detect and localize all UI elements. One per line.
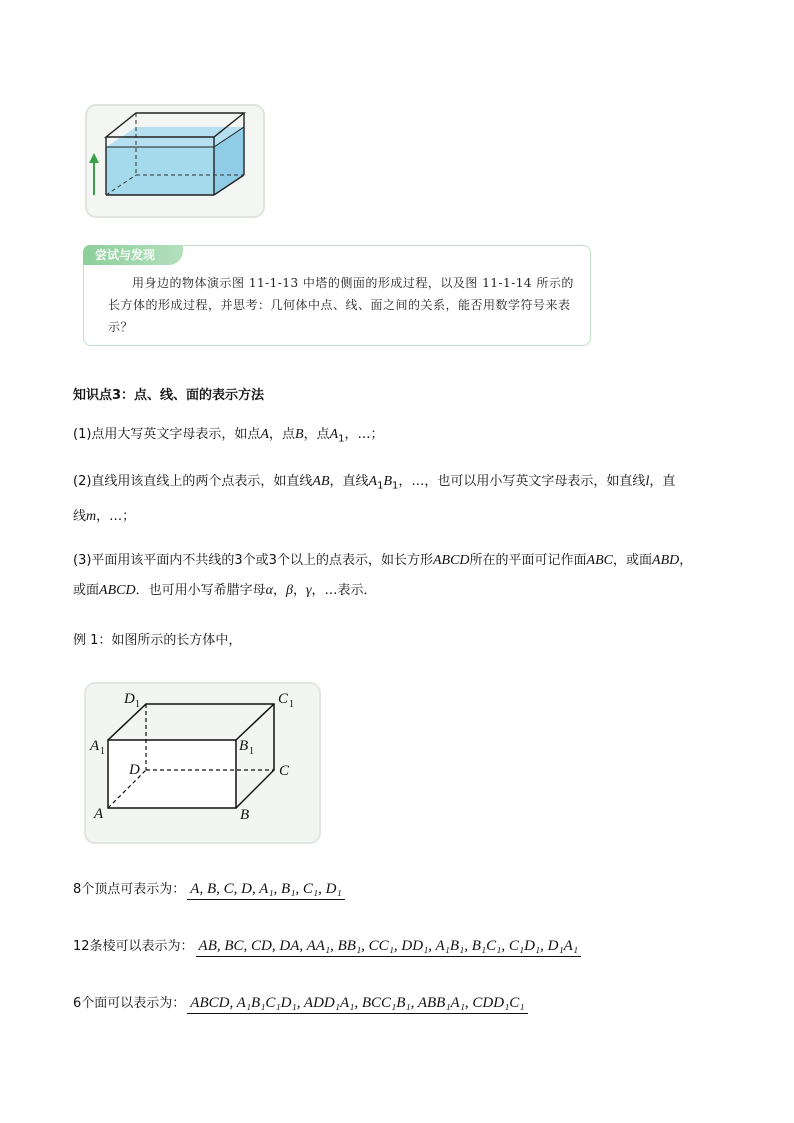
plane-notation-row-2 [73, 576, 733, 606]
text: ，或面 [613, 553, 653, 568]
text: 线 [73, 508, 87, 524]
text: (1)点用大写英文字母表示，如点 [73, 427, 261, 442]
label-B: B [240, 807, 250, 823]
text: ， [679, 553, 693, 568]
faces-label: 6个面可以表示为： [73, 996, 186, 1011]
text: ， [272, 583, 286, 598]
text: 所在的平面可记作面 [469, 553, 587, 568]
cuboid-formation-figure [84, 103, 266, 219]
math-B1: B [383, 474, 393, 489]
subscript: 1 [392, 480, 399, 492]
math-ABCD: ABCD [432, 553, 470, 568]
label-C1: C [278, 691, 289, 707]
vertices-answer-row [73, 878, 345, 900]
text: ，…； [96, 508, 136, 524]
math-beta: β [285, 583, 293, 598]
try-and-discover-box [83, 245, 591, 346]
text: ，直线 [329, 474, 369, 489]
math-ABCD: ABCD [99, 583, 136, 598]
math-m: m [86, 508, 97, 524]
faces-answer: ABCD, A₁B₁C₁D₁, ADD₁A₁, BCC₁B₁, ABB₁A₁, CDD₁C₁ [187, 995, 527, 1014]
text: ，…； [344, 427, 384, 442]
math-A: A [260, 427, 269, 442]
text: 或面 [73, 583, 100, 598]
text: ，点 [268, 427, 295, 442]
text: (3)平面用该平面内不共线的3个或3个以上的点表示，如长方形 [73, 553, 433, 568]
label-subscript: 1 [249, 746, 254, 757]
label-subscript: 1 [135, 699, 140, 710]
label-C: C [279, 763, 290, 779]
text: (2)直线用该直线上的两个点表示，如直线 [73, 474, 313, 489]
front-face-fill [108, 740, 236, 808]
try-and-discover-text: 用身边的物体演示图 11-1-13 中塔的侧面的形成过程，以及图 11-1-14 所示的长方体的形成过程，并思考：几何体中点、线、面之间的关系，能否用数学符号来表示？ [108, 276, 574, 334]
plane-notation-row-1 [73, 546, 733, 576]
plane-notation-paragraph [73, 546, 733, 606]
label-subscript: 1 [289, 699, 294, 710]
label-A: A [94, 806, 104, 822]
text: ，…，也可以用小写英文字母表示，如直线 [398, 474, 646, 489]
math-gamma: γ [305, 583, 312, 598]
math-alpha: α [265, 583, 273, 598]
label-B1: B [239, 738, 249, 754]
math-A1: A [329, 427, 339, 442]
edges-answer: AB, BC, CD, DA, AA₁, BB₁, CC₁, DD₁, A₁B₁, B₁C₁, C₁D₁, D₁A₁ [196, 938, 582, 957]
example-title: 例 1：如图所示的长方体中， [73, 633, 242, 648]
math-l: l [645, 474, 650, 489]
math-ABC: ABC [586, 553, 613, 568]
line-notation-paragraph [73, 467, 733, 532]
text: ，直 [649, 474, 676, 489]
faces-answer-row [73, 992, 528, 1014]
math-A1: A [368, 474, 378, 489]
line-notation-row-1 [73, 467, 733, 502]
water-front-face [106, 147, 214, 195]
edges-label: 12条棱可以表示为： [73, 939, 194, 954]
text: ．也可用小写希腊字母 [135, 583, 266, 598]
vertices-answer: A, B, C, D, A₁, B₁, C₁, D₁ [187, 881, 344, 900]
edges-answer-row [73, 935, 581, 957]
label-D: D [129, 762, 140, 778]
point-notation-paragraph [73, 420, 733, 455]
subscript: 1 [377, 480, 384, 492]
labeled-cuboid-figure [84, 682, 321, 844]
line-notation-row-2 [73, 502, 733, 532]
try-and-discover-tab: 尝试与发现 [83, 245, 183, 265]
math-AB: AB [312, 474, 330, 489]
math-B: B [295, 427, 304, 442]
text: ，点 [303, 427, 330, 442]
text: ， [292, 583, 306, 598]
label-A1: A [90, 738, 100, 754]
subscript: 1 [338, 433, 345, 445]
vertices-label: 8个顶点可表示为： [73, 882, 186, 897]
label-D1: D [124, 691, 135, 707]
label-subscript: 1 [100, 746, 105, 757]
knowledge-heading: 知识点3：点、线、面的表示方法 [73, 388, 265, 403]
math-ABD: ABD [652, 553, 680, 568]
text: ，…表示． [311, 583, 377, 598]
